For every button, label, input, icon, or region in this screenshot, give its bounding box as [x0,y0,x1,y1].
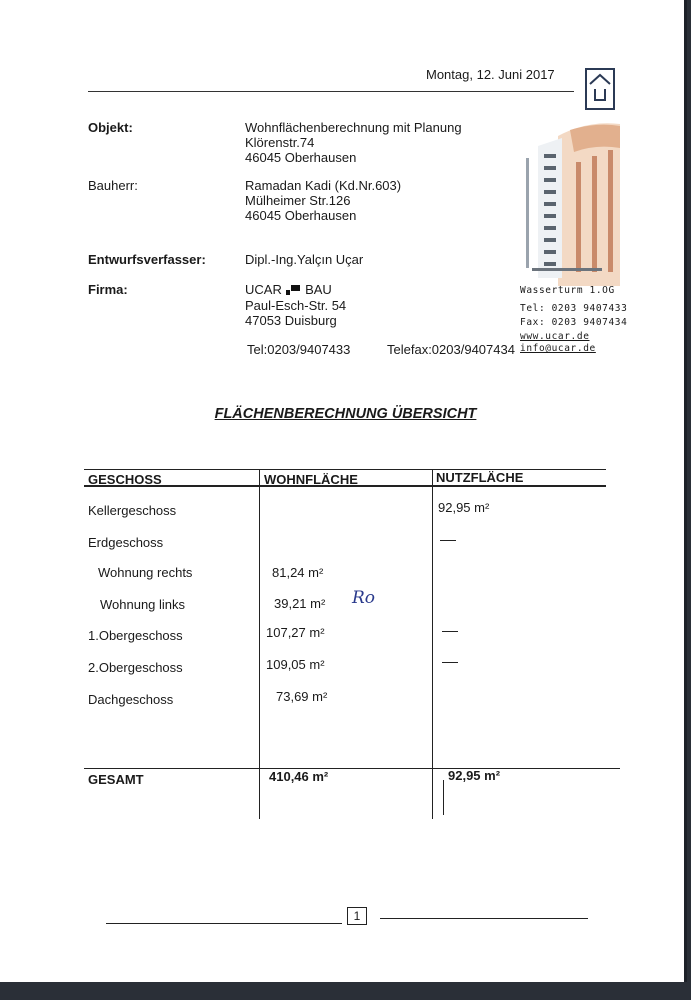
table-column-divider [443,780,444,815]
column-header-wohnflaeche: WOHNFLÄCHE [264,472,358,487]
firma-line: 47053 Duisburg [245,313,337,329]
row-wohnflaeche: 39,21 m² [274,596,326,611]
section-title: FLÄCHENBERECHNUNG ÜBERSICHT [214,406,477,422]
footer-rule-right [380,918,588,919]
firma-tel: Tel:0203/9407433 [247,342,351,357]
row-wohnflaeche: 73,69 m² [276,689,328,704]
scan-background [0,982,691,1000]
dash-mark-icon [440,540,456,541]
row-name: 1.Obergeschoss [88,628,183,643]
total-nutzflaeche: 92,95 m² [448,768,501,783]
row-name: Wohnung links [100,597,186,612]
card-fax: Fax: 0203 9407434 [520,317,628,328]
column-header-geschoss: GESCHOSS [88,472,162,487]
document-date: Montag, 12. Juni 2017 [426,67,555,82]
firma-label: Firma: [88,282,128,297]
firma-fax: Telefax:0203/9407434 [387,342,515,357]
firma-name-part1: UCAR [245,282,282,297]
total-wohnflaeche: 410,46 m² [269,769,329,784]
page-number: 1 [347,907,367,925]
objekt-line: Klörenstr.74 [245,135,315,150]
dash-mark-icon [442,662,458,663]
entwurf-label: Entwurfsverfasser: [88,252,206,267]
objekt-value [245,120,462,165]
firma-name [245,282,346,298]
row-name: Erdgeschoss [88,535,164,550]
bauherr-line: Mülheimer Str.126 [245,193,351,208]
objekt-line: Wohnflächenberechnung mit Planung [245,120,462,135]
bauherr-line: 46045 Oberhausen [245,208,357,223]
entwurf-value: Dipl.-Ing.Yalçın Uçar [245,252,364,267]
dash-mark-icon [442,631,458,632]
row-name: 2.Obergeschoss [88,660,183,675]
row-wohnflaeche: 107,27 m² [266,625,325,640]
house-logo-icon [585,68,615,110]
firma-name-part2: BAU [305,282,332,297]
bauherr-label: Bauherr: [88,178,138,193]
table-column-divider [259,469,260,819]
ucar-logo-mark-icon [286,283,300,298]
row-wohnflaeche: 81,24 m² [272,565,324,580]
card-title: Wasserturm 1.OG [520,285,615,296]
row-name: Dachgeschoss [88,692,174,707]
table-column-divider [432,469,433,819]
objekt-label: Objekt: [88,120,133,135]
firma-line: Paul-Esch-Str. 54 [245,298,347,314]
card-web-link[interactable]: www.ucar.de [520,331,590,342]
bauherr-line: Ramadan Kadi (Kd.Nr.603) [245,178,402,193]
row-nutzflaeche: 92,95 m² [438,500,490,515]
header-rule [88,91,574,92]
objekt-line: 46045 Oberhausen [245,150,357,165]
total-top-rule [84,768,620,769]
total-label: GESAMT [88,772,144,787]
row-name: Kellergeschoss [88,503,177,518]
column-header-nutzflaeche: NUTZFLÄCHE [436,470,524,485]
bauherr-value [245,178,401,223]
card-tel: Tel: 0203 9407433 [520,303,628,314]
row-wohnflaeche: 109,05 m² [266,657,325,672]
row-name: Wohnung rechts [98,565,193,580]
handwritten-note: Ro [352,588,376,608]
table-top-rule [84,469,606,470]
building-image [518,118,620,286]
footer-rule-left [106,923,342,924]
card-email-link[interactable]: info@ucar.de [520,343,596,354]
firma-value [245,282,346,328]
